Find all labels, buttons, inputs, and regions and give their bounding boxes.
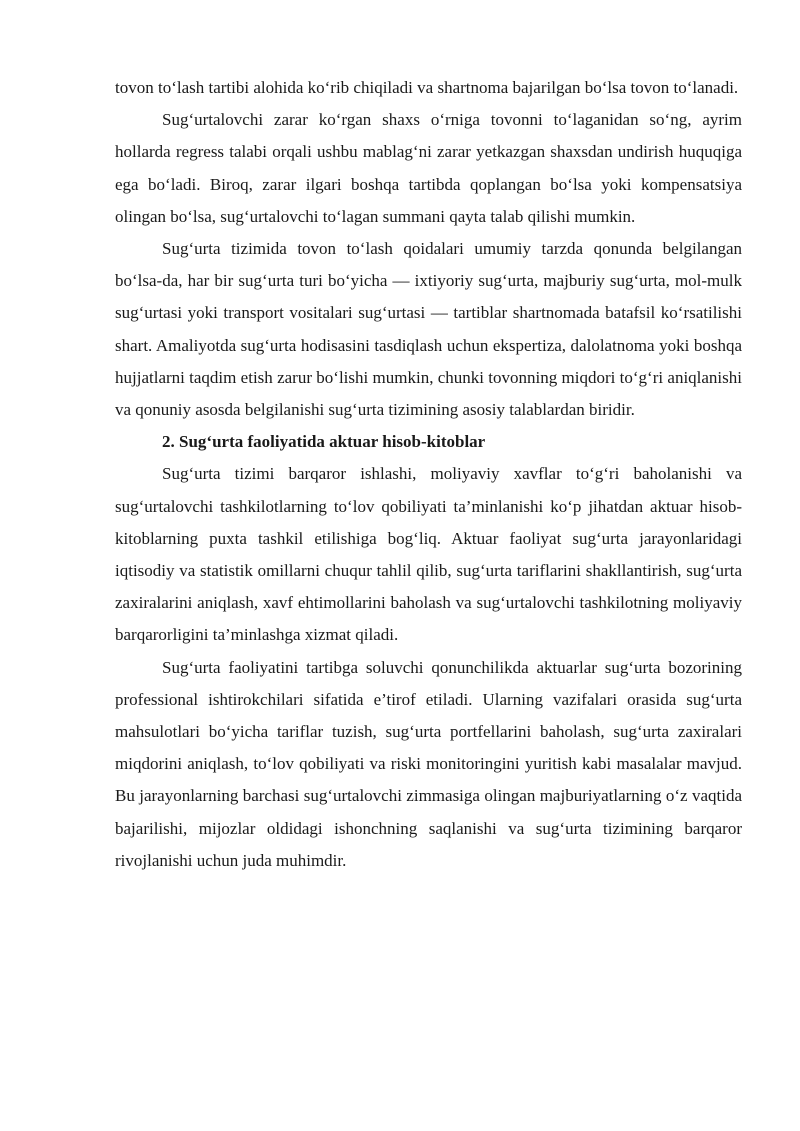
paragraph-actuary-duties: Sug‘urta faoliyatini tartibga soluvchi qonunchilikda aktuarlar sug‘urta bozorining professional ishtirokchilari sifatida e’tirof etiladi. Ularning vazifalari orasida sug‘urta mahsulotlari bo‘yicha tariflar tuzish, sug‘urta portfellarini baholash, sug‘urta zaxiralari miqdorini aniqlash, to‘lov qobiliyati va riski monitoringini yuritish kabi masalalar mavjud. Bu jarayonlarning barchasi sug‘urtalovchi zimmasiga olingan majburiyatlarning o‘z vaqtida bajarilishi, mijozlar oldidagi ishonchning saqlanishi va sug‘urta tizimining barqaror rivojlanishi uchun juda muhimdir. (115, 657, 742, 870)
paragraph-regress: Sug‘urtalovchi zarar ko‘rgan shaxs o‘rniga tovonni to‘laganidan so‘ng, ayrim hollarda regress talabi orqali ushbu mablag‘ni zarar yetkazgan shaxsdan undirish huquqiga ega bo‘ladi. Biroq, zarar ilgari boshqa tartibda qoplangan bo‘lsa yoki kompensatsiya olingan bo‘lsa, sug‘urtalovchi to‘lagan summani qayta talab qilishi mumkin. (115, 110, 742, 226)
section-heading: 2. Sug‘urta faoliyatida aktuar hisob-kitoblar (162, 432, 486, 452)
paragraph-continuation: tovon to‘lash tartibi alohida ko‘rib chiqiladi va shartnoma bajarilgan bo‘lsa tovon to‘lanadi. (115, 78, 739, 97)
paragraph-compensation-rules: Sug‘urta tizimida tovon to‘lash qoidalari umumiy tarzda qonunda belgilangan bo‘lsa-da, har bir sug‘urta turi bo‘yicha — ixtiyoriy sug‘urta, majburiy sug‘urta, mol-mulk sug‘urtasi yoki transport vositalari sug‘urtasi — tartiblar shartnomada batafsil ko‘rsatilishi shart. Amaliyotda sug‘urta hodisasini tasdiqlash uchun ekspertiza, dalolatnoma yoki boshqa hujjatlarni taqdim etish zarur bo‘lishi mumkin, chunki tovonning miqdori to‘g‘ri aniqlanishi va qonuniy asosda belgilanishi sug‘urta tizimining asosiy talablardan biridir. (115, 239, 742, 420)
document-page (115, 72, 742, 877)
paragraph-actuarial-intro: Sug‘urta tizimi barqaror ishlashi, moliyaviy xavflar to‘g‘ri baholanishi va sug‘urtalovchi tashkilotlarning to‘lov qobiliyati ta’minlanishi ko‘p jihatdan aktuar hisob-kitoblarning puxta tashkil etilishiga bog‘liq. Aktuar faoliyat sug‘urta jarayonlaridagi iqtisodiy va statistik omillarni chuqur tahlil qilib, sug‘urta tariflarini shakllantirish, sug‘urta zaxiralarini aniqlash, xavf ehtimollarini baholash va sug‘urtalovchi tashkilotning moliyaviy barqarorligini ta’minlashga xizmat qiladi. (115, 464, 742, 645)
